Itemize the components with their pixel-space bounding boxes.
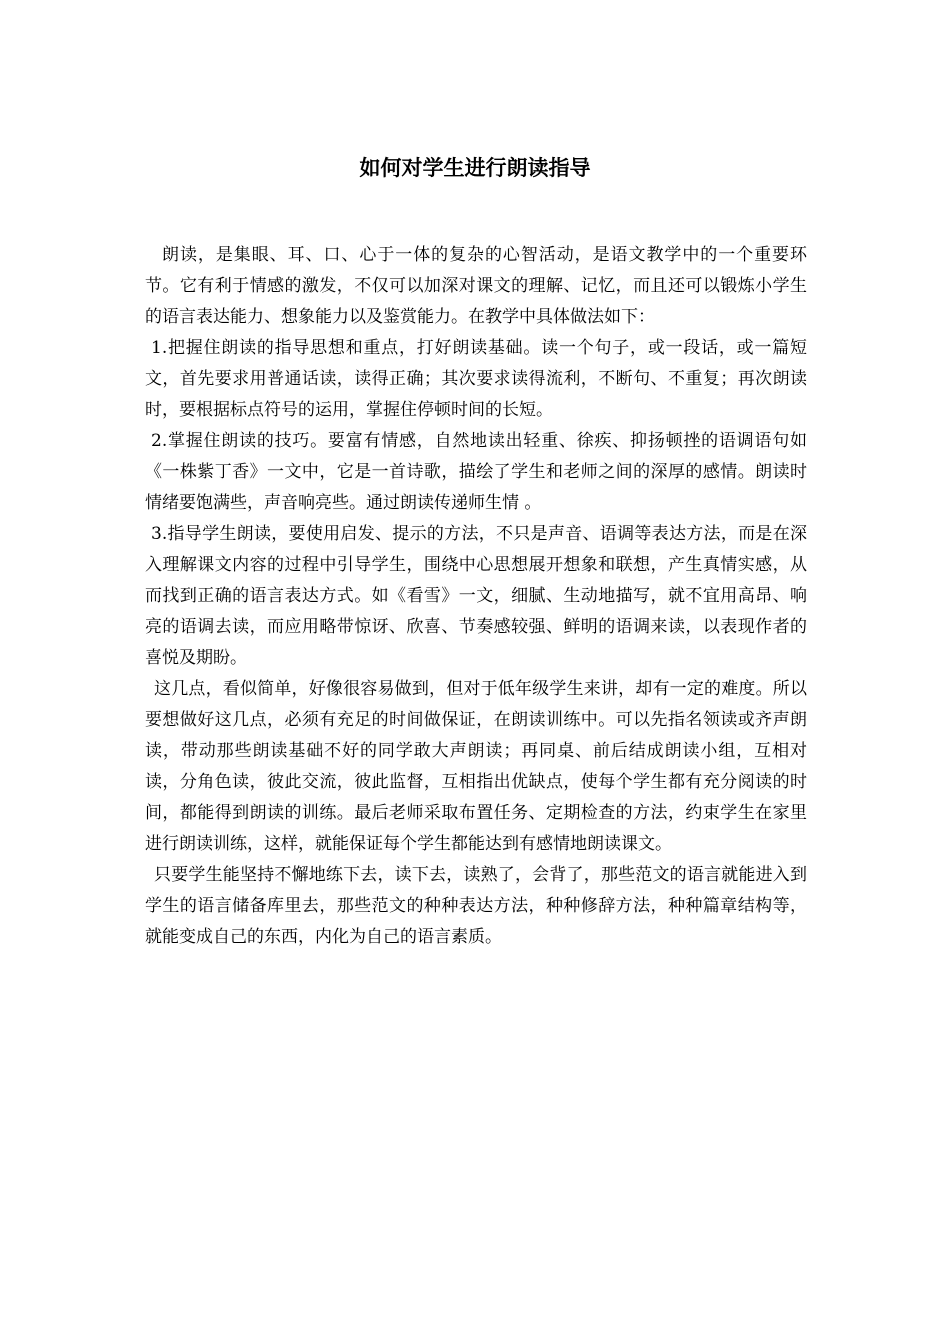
paragraph-practice: 这几点，看似简单，好像很容易做到，但对于低年级学生来讲，却有一定的难度。所以要想做好这几点，必须有充足的时间做保证，在朗读训练中。可以先指名领读或齐声朗读，带动那些朗读基础不好的同学敢大声朗读；再同桌、前后结成朗读小组，互相对读，分角色读，彼此交流，彼此监督，互相指出优缺点，使每个学生都有充分阅读的时间，都能得到朗读的训练。最后老师采取布置任务、定期检查的方法，约束学生在家里进行朗读训练，这样，就能保证每个学生都能达到有感情地朗读课文。 [145, 679, 807, 854]
paragraph-point-2: 2.掌握住朗读的技巧。要富有情感，自然地读出轻重、徐疾、抑扬顿挫的语调语句如《一株紫丁香》一文中，它是一首诗歌，描绘了学生和老师之间的深厚的感情。朗读时情绪要饱满些，声音响亮些。通过朗读传递师生情 。 [145, 431, 807, 513]
document-title: 如何对学生进行朗读指导 [359, 156, 591, 180]
paragraph-intro: 朗读，是集眼、耳、口、心于一体的复杂的心智活动，是语文教学中的一个重要环节。它有利于情感的激发，不仅可以加深对课文的理解、记忆，而且还可以锻炼小学生的语言表达能力、想象能力以及鉴赏能力。在教学中具体做法如下： [145, 245, 807, 327]
paragraph-point-3: 3.指导学生朗读，要使用启发、提示的方法，不只是声音、语调等表达方法，而是在深入理解课文内容的过程中引导学生，围绕中心思想展开想象和联想，产生真情实感，从而找到正确的语言表达方式。如《看雪》一文，细腻、生动地描写，就不宜用高昂、响亮的语调去读，而应用略带惊讶、欣喜、节奏感较强、鲜明的语调来读，以表现作者的喜悦及期盼。 [145, 524, 807, 668]
document-body [145, 240, 807, 953]
paragraph-point-1: 1.把握住朗读的指导思想和重点，打好朗读基础。读一个句子，或一段话，或一篇短文，首先要求用普通话读，读得正确；其次要求读得流利，不断句、不重复；再次朗读时，要根据标点符号的运用，掌握住停顿时间的长短。 [145, 338, 807, 420]
paragraph-conclusion: 只要学生能坚持不懈地练下去，读下去，读熟了，会背了，那些范文的语言就能进入到学生的语言储备库里去，那些范文的种种表达方法，种种修辞方法，种种篇章结构等，就能变成自己的东西，内化为自己的语言素质。 [145, 865, 807, 947]
